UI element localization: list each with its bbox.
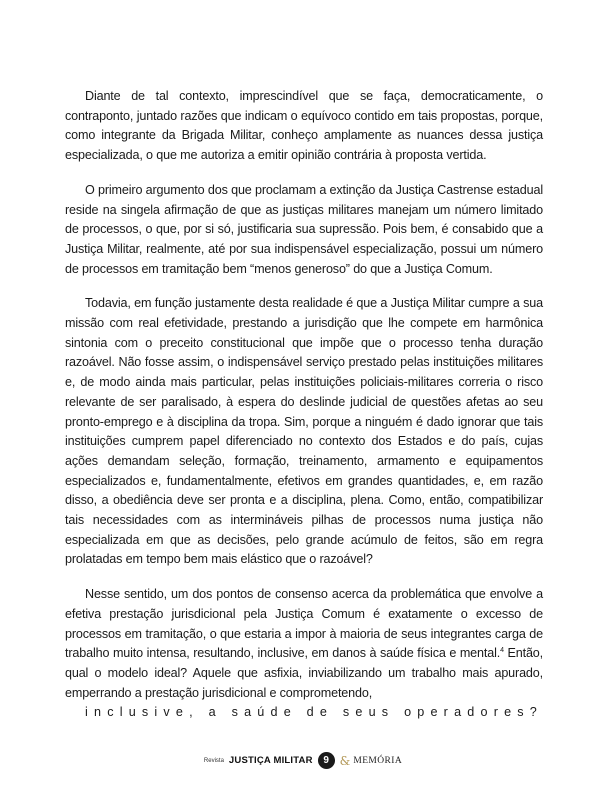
paragraph-4-last-line: inclusive, a saúde de seus operadores? [85,705,543,720]
paragraph-3: Todavia, em função justamente desta realidade é que a Justiça Militar cumpre a sua missão com real efetividade, prestando a jurisdição que lhe compete em harmônica sintonia com o preceito constitucional que impõe que o processo tenha duração razoável. Não fosse assim, o indispensável serviço prestado pelas instituições militares e, de modo ainda mais particular, pelas instituições policiais-militares correria o risco relevante de ser paralisado, à espera do deslinde judicial de questões afetas ao seu pronto-emprego e à disciplina da tropa. Sim, porque a ninguém é dado ignorar que tais instituições cumprem papel diferenciado no contexto dos Estados e do país, cujas ações demandam seleção, formação, treinamento, armamento e equipamentos especializados e, fundamentalmente, efetivos em grandes quantidades, e, em razão disso, a obediência deve ser pronta e a disciplina, plena. Como, então, compatibilizar tais necessidades com as intermináveis pilhas de processos numa justiça não especializada em que as decisões, pelo grande acúmulo de feitos, são em regra prolatadas em tempo bem mais elástico que o razoável? [65,296,543,567]
page-footer [0,752,606,769]
footer-revista: Revista [203,757,224,764]
paragraph-4 [65,585,543,723]
paragraph-4-text: Nesse sentido, um dos pontos de consenso acerca da problemática que envolve a efetiva prestação jurisdicional pela Justiça Comum é exatamente o excesso de processos em tramitação, o que estaria a impor à maioria de seus integrantes carga de trabalho muito intensa, resultando, inclusive, em danos à saúde física e mental. [65,587,543,661]
footer-memoria: MEMÓRIA [353,755,403,766]
paragraph-1: Diante de tal contexto, imprescindível que se faça, democraticamente, o contraponto, juntado razões que indicam o equívoco contido em tais propostas, porque, como integrante da Brigada Militar, conheço amplamente as nuances dessa justiça especializada, o que me autoriza a emitir opinião contrária à proposta vertida. [65,89,543,163]
page-number-badge: 9 [318,752,335,769]
paragraph-2: O primeiro argumento dos que proclamam a extinção da Justiça Castrense estadual reside na singela afirmação de que as justiças militares manejam um número limitado de processos, o que, por si só, justificaria sua supressão. Pois bem, é consabido que a Justiça Militar, realmente, até por sua indispensável especialização, possui um número de processos em tramitação bem “menos generoso” do que a Justiça Comum. [65,182,543,276]
footnote-ref[interactable]: 4 [500,647,504,655]
footer-journal-title: JUSTIÇA MILITAR [228,755,313,766]
paragraph-4-continued: Então, qual o modelo ideal? Aquele que asfixia, inviabilizando um trabalho mais apurado, emperrando a prestação jurisdicional e comprometendo, [65,646,543,700]
article-body [65,87,543,723]
footer-ampersand-logo: & [339,753,351,768]
